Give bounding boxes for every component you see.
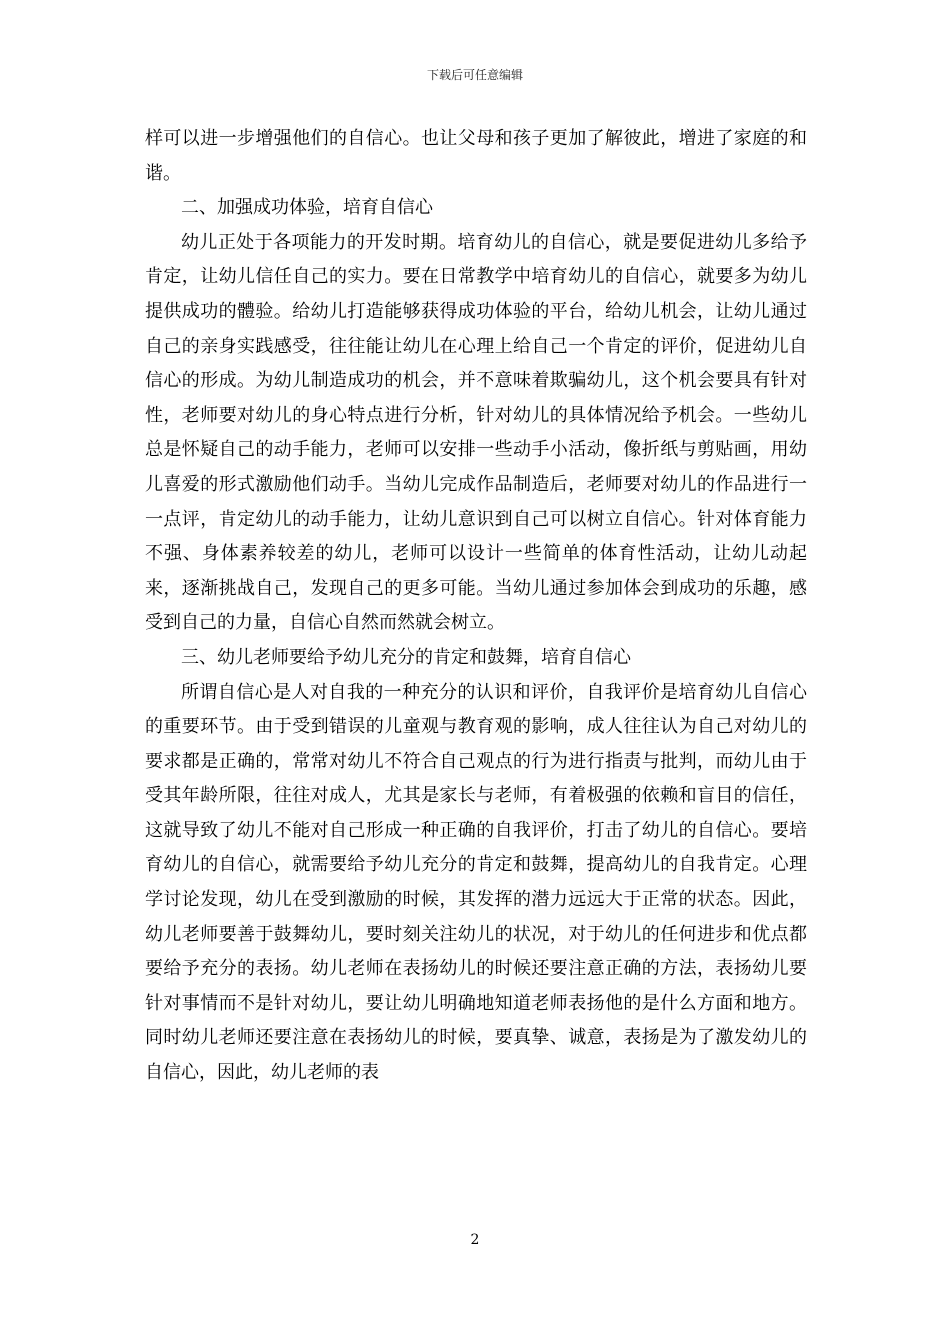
paragraph-continuation: 样可以进一步增强他们的自信心。也让父母和孩子更加了解彼此，增进了家庭的和谐。 xyxy=(145,128,807,184)
section-heading-3: 三、幼儿老师要给予幼儿充分的肯定和鼓舞，培育自信心 xyxy=(181,646,631,668)
section-heading-2: 二、加强成功体验，培育自信心 xyxy=(181,197,433,219)
document-body xyxy=(145,122,807,1091)
paragraph-section-2: 幼儿正处于各项能力的开发时期。培育幼儿的自信心，就是要促进幼儿多给予肯定，让幼儿信任自己的实力。要在日常教学中培育幼儿的自信心，就要多为幼儿提供成功的體验。给幼儿打造能够获得成功体验的平台，给幼儿机会，让幼儿通过自己的亲身实践感受，往往能让幼儿在心理上给自己一个肯定的评价，促进幼儿自信心的形成。为幼儿制造成功的机会，并不意味着欺骗幼儿，这个机会要具有针对性，老师要对幼儿的身心特点进行分析，针对幼儿的具体情况给予机会。一些幼儿总是怀疑自己的动手能力，老师可以安排一些动手小活动，像折纸与剪贴画，用幼儿喜爱的形式激励他们动手。当幼儿完成作品制造后，老师要对幼儿的作品进行一一点评，肯定幼儿的动手能力，让幼儿意识到自己可以树立自信心。针对体育能力不强、身体素养较差的幼儿，老师可以设计一些简单的体育性活动，让幼儿动起来，逐渐挑战自己，发现自己的更多可能。当幼儿通过参加体会到成功的乐趣，感受到自己的力量，自信心自然而然就会树立。 xyxy=(145,231,807,634)
page-header-note: 下载后可任意编辑 xyxy=(426,68,523,82)
page-number: 2 xyxy=(470,1232,480,1248)
paragraph-section-3: 所谓自信心是人对自我的一种充分的认识和评价，自我评价是培育幼儿自信心的重要环节。由于受到错误的儿童观与教育观的影响，成人往往认为自己对幼儿的要求都是正确的，常常对幼儿不符合自己观点的行为进行指责与批判，而幼儿由于受其年龄所限，往往对成人，尤其是家长与老师，有着极强的依赖和盲目的信任，这就导致了幼儿不能对自己形成一种正确的自我评价，打击了幼儿的自信心。要培育幼儿的自信心，就需要给予幼儿充分的肯定和鼓舞，提高幼儿的自我肯定。心理学讨论发现，幼儿在受到激励的时候，其发挥的潜力远远大于正常的状态。因此，幼儿老师要善于鼓舞幼儿，要时刻关注幼儿的状况，对于幼儿的任何进步和优点都要给予充分的表扬。幼儿老师在表扬幼儿的时候还要注意正确的方法，表扬幼儿要针对事情而不是针对幼儿，要让幼儿明确地知道老师表扬他的是什么方面和地方。同时幼儿老师还要注意在表扬幼儿的时候，要真挚、诚意，表扬是为了激发幼儿的自信心，因此，幼儿老师的表 xyxy=(145,681,807,1084)
